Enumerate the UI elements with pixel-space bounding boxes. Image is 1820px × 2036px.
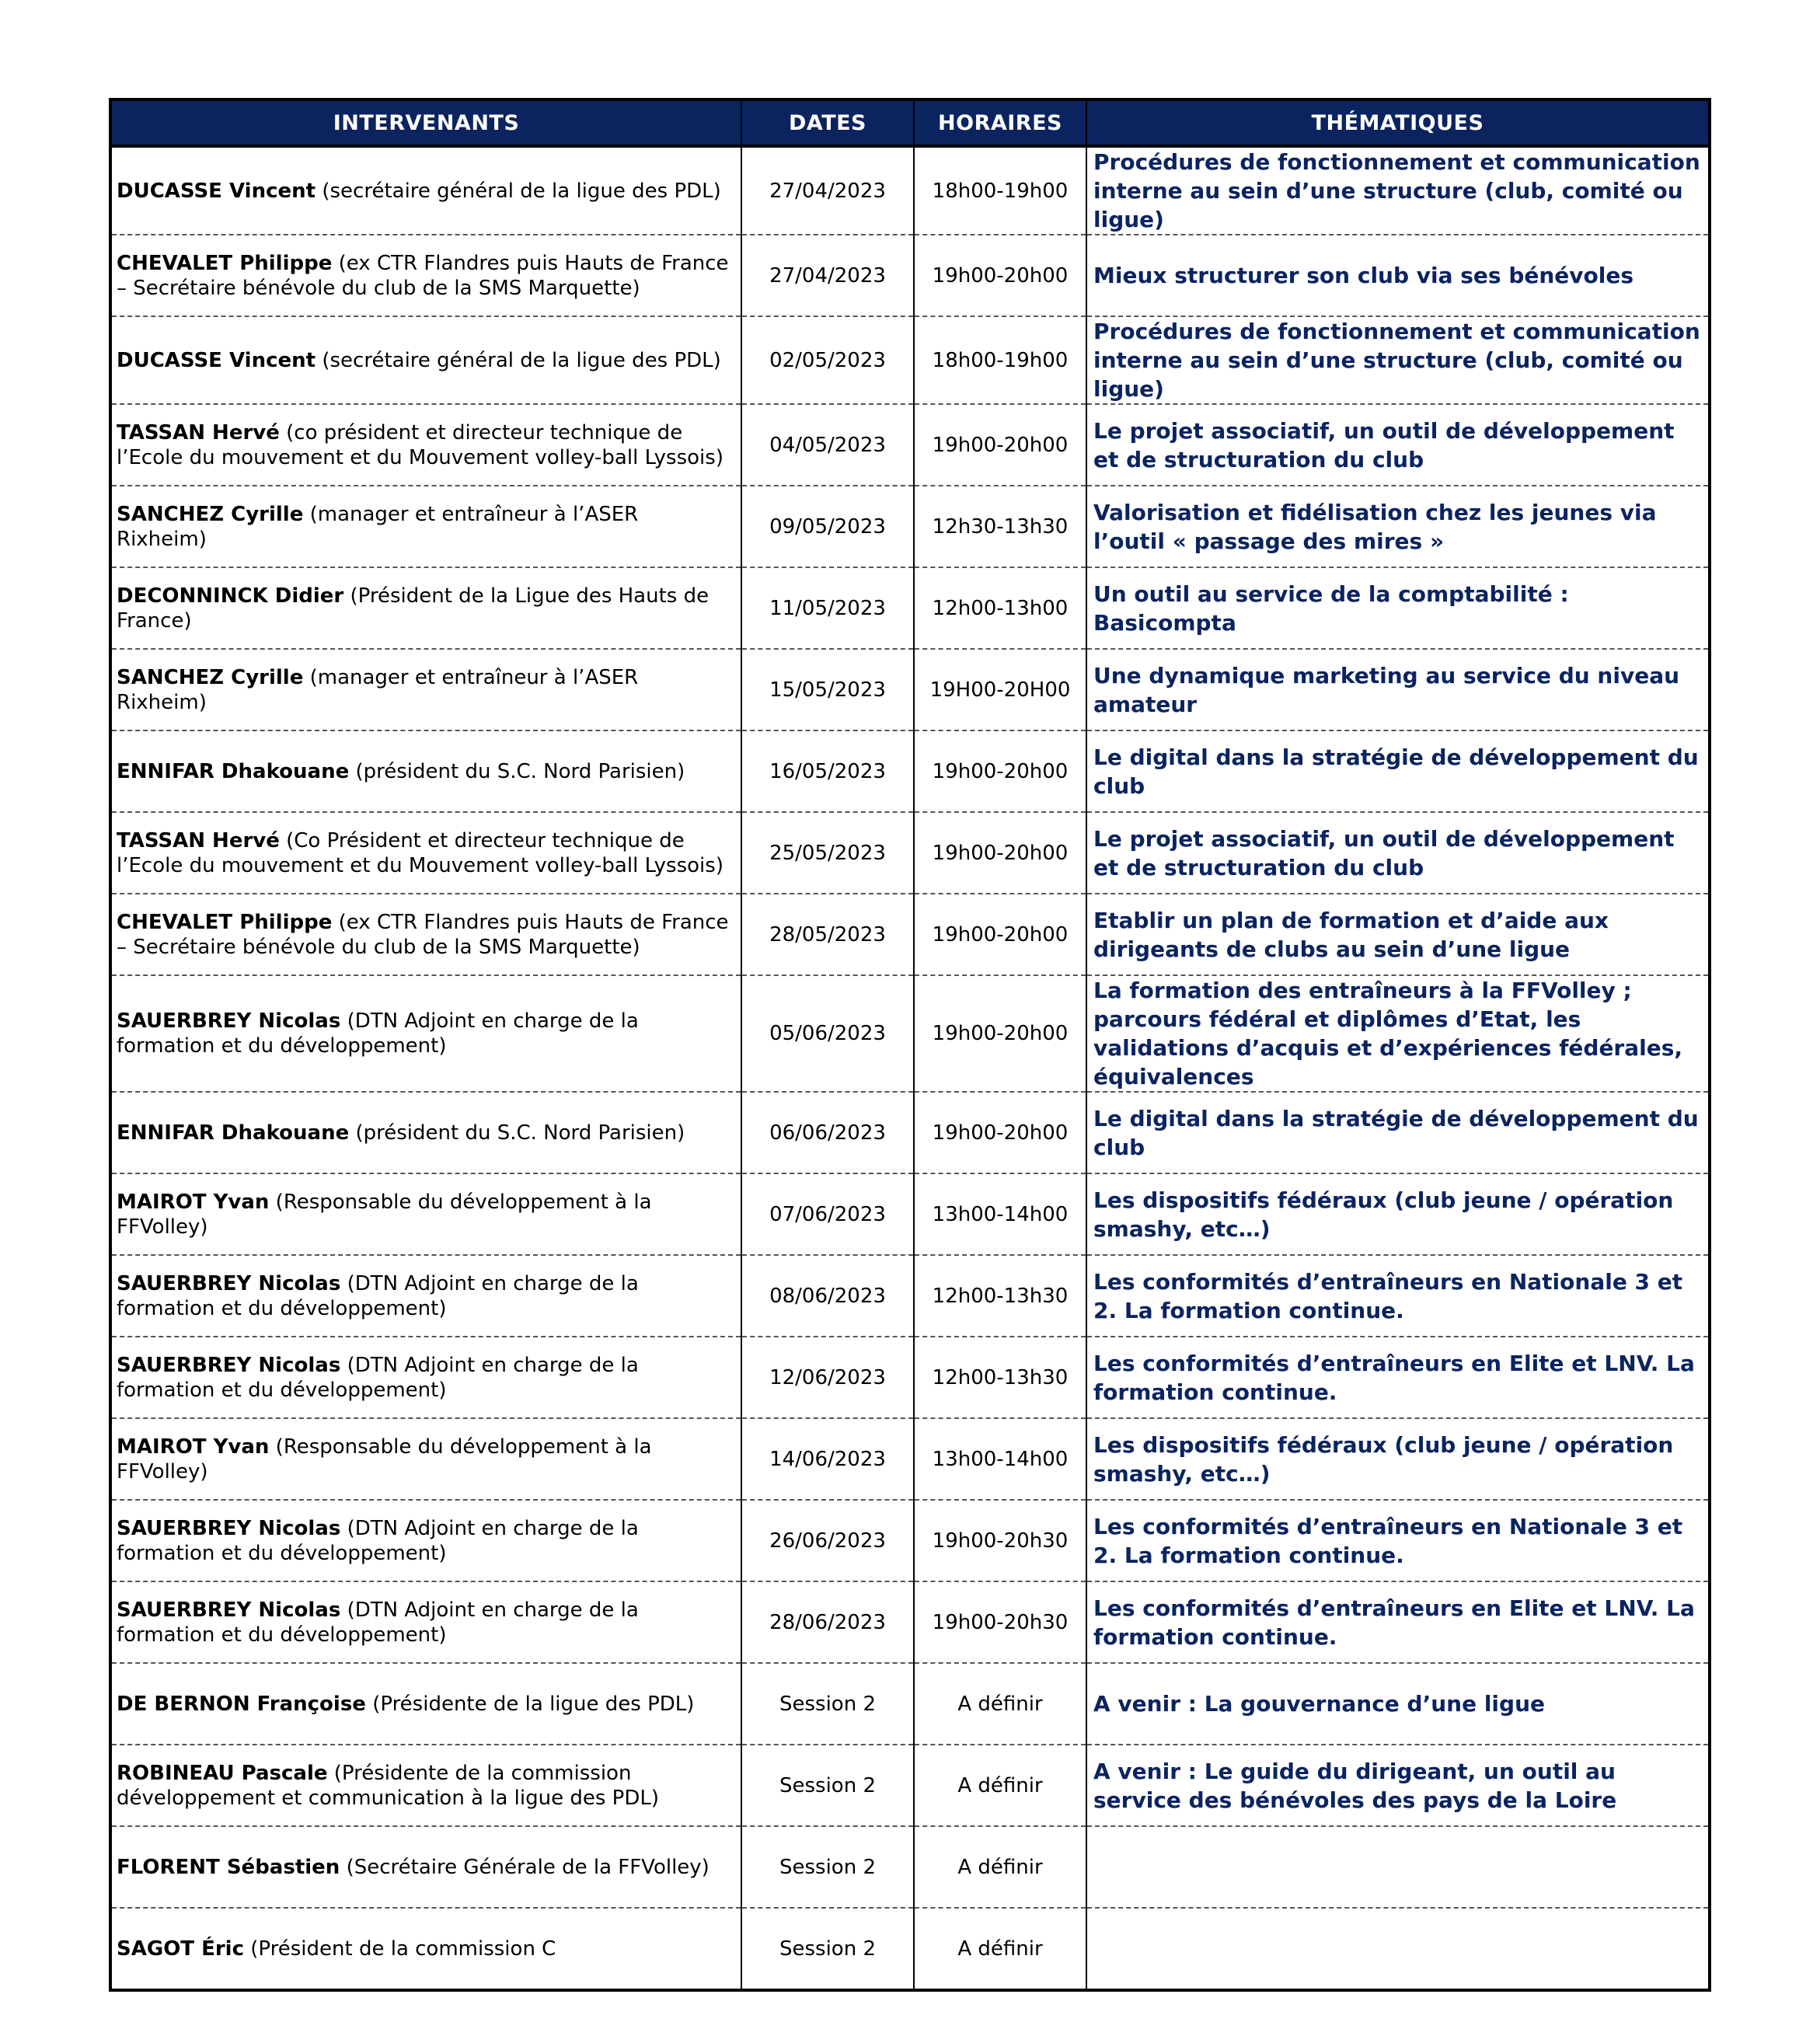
speaker-role: (manager et entraîneur à l’ASER Rixheim): [117, 665, 639, 714]
theme-cell: Une dynamique marketing au service du niveau amateur: [1086, 649, 1710, 730]
speaker-name: SANCHEZ Cyrille: [117, 665, 304, 689]
time-cell: 13h00-14h00: [914, 1418, 1086, 1500]
speaker-cell: [110, 649, 741, 730]
speaker-name: TASSAN Hervé: [117, 828, 280, 852]
date-cell: Session 2: [741, 1908, 914, 1990]
speaker-cell: [110, 975, 741, 1092]
speaker-name: MAIROT Yvan: [117, 1190, 270, 1214]
speaker-name: SAUERBREY Nicolas: [117, 1598, 341, 1622]
table-row: [110, 730, 1710, 812]
header-intervenants: INTERVENANTS: [110, 99, 741, 146]
theme-cell: [1086, 1826, 1710, 1908]
date-cell: 11/05/2023: [741, 567, 914, 649]
speaker-cell: [110, 567, 741, 649]
speaker-role: (Présidente de la ligue des PDL): [365, 1692, 695, 1716]
date-cell: 08/06/2023: [741, 1255, 914, 1337]
speaker-role: (DTN Adjoint en charge de la formation et du développement): [117, 1598, 639, 1647]
table-row: [110, 567, 1710, 649]
speaker-name: ROBINEAU Pascale: [117, 1761, 328, 1785]
speaker-name: ENNIFAR Dhakouane: [117, 1121, 350, 1145]
table-row: [110, 1255, 1710, 1337]
table-row: [110, 1663, 1710, 1745]
theme-cell: A venir : La gouvernance d’une ligue: [1086, 1663, 1710, 1745]
speaker-cell: [110, 235, 741, 316]
speaker-name: CHEVALET Philippe: [117, 251, 333, 275]
speaker-role: (président du S.C. Nord Parisien): [349, 759, 685, 783]
time-cell: 18h00-19h00: [914, 316, 1086, 404]
theme-cell: Les conformités d’entraîneurs en Elite et LNV. La formation continue.: [1086, 1581, 1710, 1663]
time-cell: 19h00-20h00: [914, 975, 1086, 1092]
time-cell: 19h00-20h00: [914, 235, 1086, 316]
speaker-cell: [110, 1581, 741, 1663]
theme-cell: A venir : Le guide du dirigeant, un outil au service des bénévoles des pays de la Loire: [1086, 1745, 1710, 1826]
schedule-table: [109, 98, 1711, 1992]
schedule-sheet: [109, 98, 1708, 1992]
theme-cell: Un outil au service de la comptabilité : Basicompta: [1086, 567, 1710, 649]
time-cell: 12h00-13h00: [914, 567, 1086, 649]
time-cell: 19h00-20h30: [914, 1500, 1086, 1581]
date-cell: 28/05/2023: [741, 894, 914, 975]
table-row: [110, 486, 1710, 567]
date-cell: 04/05/2023: [741, 404, 914, 486]
speaker-name: DUCASSE Vincent: [117, 348, 316, 372]
theme-cell: [1086, 1908, 1710, 1990]
speaker-name: SAUERBREY Nicolas: [117, 1009, 341, 1033]
time-cell: 12h00-13h30: [914, 1255, 1086, 1337]
speaker-name: SANCHEZ Cyrille: [117, 502, 304, 526]
speaker-cell: [110, 1092, 741, 1173]
table-row: [110, 1173, 1710, 1255]
table-row: [110, 894, 1710, 975]
time-cell: 19h00-20h00: [914, 404, 1086, 486]
table-row: [110, 1908, 1710, 1990]
table-row: [110, 1500, 1710, 1581]
speaker-name: MAIROT Yvan: [117, 1435, 270, 1459]
time-cell: 12h00-13h30: [914, 1337, 1086, 1418]
speaker-cell: [110, 1500, 741, 1581]
theme-cell: Le projet associatif, un outil de développement et de structuration du club: [1086, 404, 1710, 486]
speaker-cell: [110, 1418, 741, 1500]
time-cell: 19h00-20h00: [914, 1092, 1086, 1173]
date-cell: Session 2: [741, 1745, 914, 1826]
speaker-cell: [110, 404, 741, 486]
speaker-role: (président du S.C. Nord Parisien): [349, 1121, 685, 1145]
speaker-cell: [110, 1255, 741, 1337]
table-row: [110, 1337, 1710, 1418]
date-cell: 16/05/2023: [741, 730, 914, 812]
date-cell: 27/04/2023: [741, 235, 914, 316]
date-cell: 12/06/2023: [741, 1337, 914, 1418]
speaker-name: SAUERBREY Nicolas: [117, 1271, 341, 1295]
table-row: [110, 316, 1710, 404]
speaker-cell: [110, 812, 741, 894]
speaker-cell: [110, 1745, 741, 1826]
speaker-role: (Responsable du développement à la FFVolley): [117, 1190, 652, 1239]
speaker-name: FLORENT Sébastien: [117, 1855, 340, 1879]
speaker-cell: [110, 1908, 741, 1990]
date-cell: 09/05/2023: [741, 486, 914, 567]
time-cell: A définir: [914, 1826, 1086, 1908]
speaker-name: TASSAN Hervé: [117, 420, 280, 445]
theme-cell: Procédures de fonctionnement et communication interne au sein d’une structure (club, comité ou ligue): [1086, 316, 1710, 404]
time-cell: 19h00-20h00: [914, 894, 1086, 975]
table-row: [110, 649, 1710, 730]
speaker-cell: [110, 894, 741, 975]
header-thematiques: THÉMATIQUES: [1086, 99, 1710, 146]
theme-cell: Les conformités d’entraîneurs en Nationale 3 et 2. La formation continue.: [1086, 1500, 1710, 1581]
date-cell: 15/05/2023: [741, 649, 914, 730]
speaker-role: (secrétaire général de la ligue des PDL): [316, 348, 721, 372]
table-row: [110, 146, 1710, 235]
speaker-role: (DTN Adjoint en charge de la formation et du développement): [117, 1516, 639, 1565]
speaker-role: (Co Président et directeur technique de l’Ecole du mouvement et du Mouvement volley-ball Lyssois): [117, 828, 723, 877]
table-row: [110, 812, 1710, 894]
speaker-cell: [110, 316, 741, 404]
time-cell: 19h00-20h00: [914, 812, 1086, 894]
theme-cell: Procédures de fonctionnement et communication interne au sein d’une structure (club, comité ou ligue): [1086, 146, 1710, 235]
time-cell: 19h00-20h30: [914, 1581, 1086, 1663]
theme-cell: Les dispositifs fédéraux (club jeune / opération smashy, etc…): [1086, 1418, 1710, 1500]
theme-cell: Mieux structurer son club via ses bénévoles: [1086, 235, 1710, 316]
time-cell: 19H00-20H00: [914, 649, 1086, 730]
speaker-name: CHEVALET Philippe: [117, 910, 333, 934]
date-cell: 26/06/2023: [741, 1500, 914, 1581]
time-cell: 19h00-20h00: [914, 730, 1086, 812]
date-cell: 05/06/2023: [741, 975, 914, 1092]
date-cell: 07/06/2023: [741, 1173, 914, 1255]
speaker-role: (ex CTR Flandres puis Hauts de France – Secrétaire bénévole du club de la SMS Marquette): [117, 910, 729, 959]
table-row: [110, 1418, 1710, 1500]
speaker-name: DECONNINCK Didier: [117, 584, 344, 608]
speaker-name: SAGOT Éric: [117, 1937, 244, 1961]
time-cell: 12h30-13h30: [914, 486, 1086, 567]
table-row: [110, 1745, 1710, 1826]
speaker-name: ENNIFAR Dhakouane: [117, 759, 350, 783]
speaker-cell: [110, 1173, 741, 1255]
theme-cell: La formation des entraîneurs à la FFVolley ; parcours fédéral et diplômes d’Etat, les validations d’acquis et d’expériences fédérales, équivalences: [1086, 975, 1710, 1092]
speaker-name: DE BERNON Françoise: [117, 1692, 366, 1716]
table-row: [110, 1581, 1710, 1663]
date-cell: 25/05/2023: [741, 812, 914, 894]
date-cell: 14/06/2023: [741, 1418, 914, 1500]
theme-cell: Etablir un plan de formation et d’aide aux dirigeants de clubs au sein d’une ligue: [1086, 894, 1710, 975]
theme-cell: Les conformités d’entraîneurs en Elite et LNV. La formation continue.: [1086, 1337, 1710, 1418]
speaker-cell: [110, 1663, 741, 1745]
speaker-role: (manager et entraîneur à l’ASER Rixheim): [117, 502, 639, 551]
header-row: [110, 99, 1710, 146]
speaker-role: (DTN Adjoint en charge de la formation et du développement): [117, 1353, 639, 1402]
speaker-role: (Présidente de la commission développement et communication à la ligue des PDL): [117, 1761, 660, 1810]
speaker-cell: [110, 1826, 741, 1908]
date-cell: Session 2: [741, 1663, 914, 1745]
header-dates: DATES: [741, 99, 914, 146]
speaker-cell: [110, 486, 741, 567]
theme-cell: Les dispositifs fédéraux (club jeune / opération smashy, etc…): [1086, 1173, 1710, 1255]
speaker-cell: [110, 730, 741, 812]
speaker-role: (ex CTR Flandres puis Hauts de France – Secrétaire bénévole du club de la SMS Marquette): [117, 251, 729, 300]
speaker-cell: [110, 1337, 741, 1418]
date-cell: 06/06/2023: [741, 1092, 914, 1173]
time-cell: 13h00-14h00: [914, 1173, 1086, 1255]
table-row: [110, 975, 1710, 1092]
time-cell: A définir: [914, 1745, 1086, 1826]
table-row: [110, 1826, 1710, 1908]
date-cell: 28/06/2023: [741, 1581, 914, 1663]
time-cell: A définir: [914, 1908, 1086, 1990]
speaker-role: (DTN Adjoint en charge de la formation et du développement): [117, 1271, 639, 1320]
speaker-role: (secrétaire général de la ligue des PDL): [316, 179, 721, 203]
table-row: [110, 404, 1710, 486]
theme-cell: Valorisation et fidélisation chez les jeunes via l’outil « passage des mires »: [1086, 486, 1710, 567]
date-cell: Session 2: [741, 1826, 914, 1908]
speaker-cell: [110, 146, 741, 235]
date-cell: 02/05/2023: [741, 316, 914, 404]
date-cell: 27/04/2023: [741, 146, 914, 235]
speaker-role: (Président de la Ligue des Hauts de France): [117, 584, 710, 633]
table-row: [110, 235, 1710, 316]
theme-cell: Le projet associatif, un outil de développement et de structuration du club: [1086, 812, 1710, 894]
speaker-role: (Responsable du développement à la FFVolley): [117, 1435, 652, 1483]
time-cell: A définir: [914, 1663, 1086, 1745]
speaker-role: (co président et directeur technique de l’Ecole du mouvement et du Mouvement volley-ball Lyssois): [117, 420, 723, 469]
speaker-role: (Secrétaire Générale de la FFVolley): [340, 1855, 710, 1879]
header-horaires: HORAIRES: [914, 99, 1086, 146]
theme-cell: Les conformités d’entraîneurs en Nationale 3 et 2. La formation continue.: [1086, 1255, 1710, 1337]
speaker-name: DUCASSE Vincent: [117, 179, 316, 203]
speaker-name: SAUERBREY Nicolas: [117, 1516, 341, 1540]
time-cell: 18h00-19h00: [914, 146, 1086, 235]
speaker-name: SAUERBREY Nicolas: [117, 1353, 341, 1377]
speaker-role: (DTN Adjoint en charge de la formation et du développement): [117, 1009, 639, 1058]
speaker-role: (Président de la commission C: [244, 1937, 556, 1961]
table-row: [110, 1092, 1710, 1173]
theme-cell: Le digital dans la stratégie de développement du club: [1086, 730, 1710, 812]
theme-cell: Le digital dans la stratégie de développement du club: [1086, 1092, 1710, 1173]
